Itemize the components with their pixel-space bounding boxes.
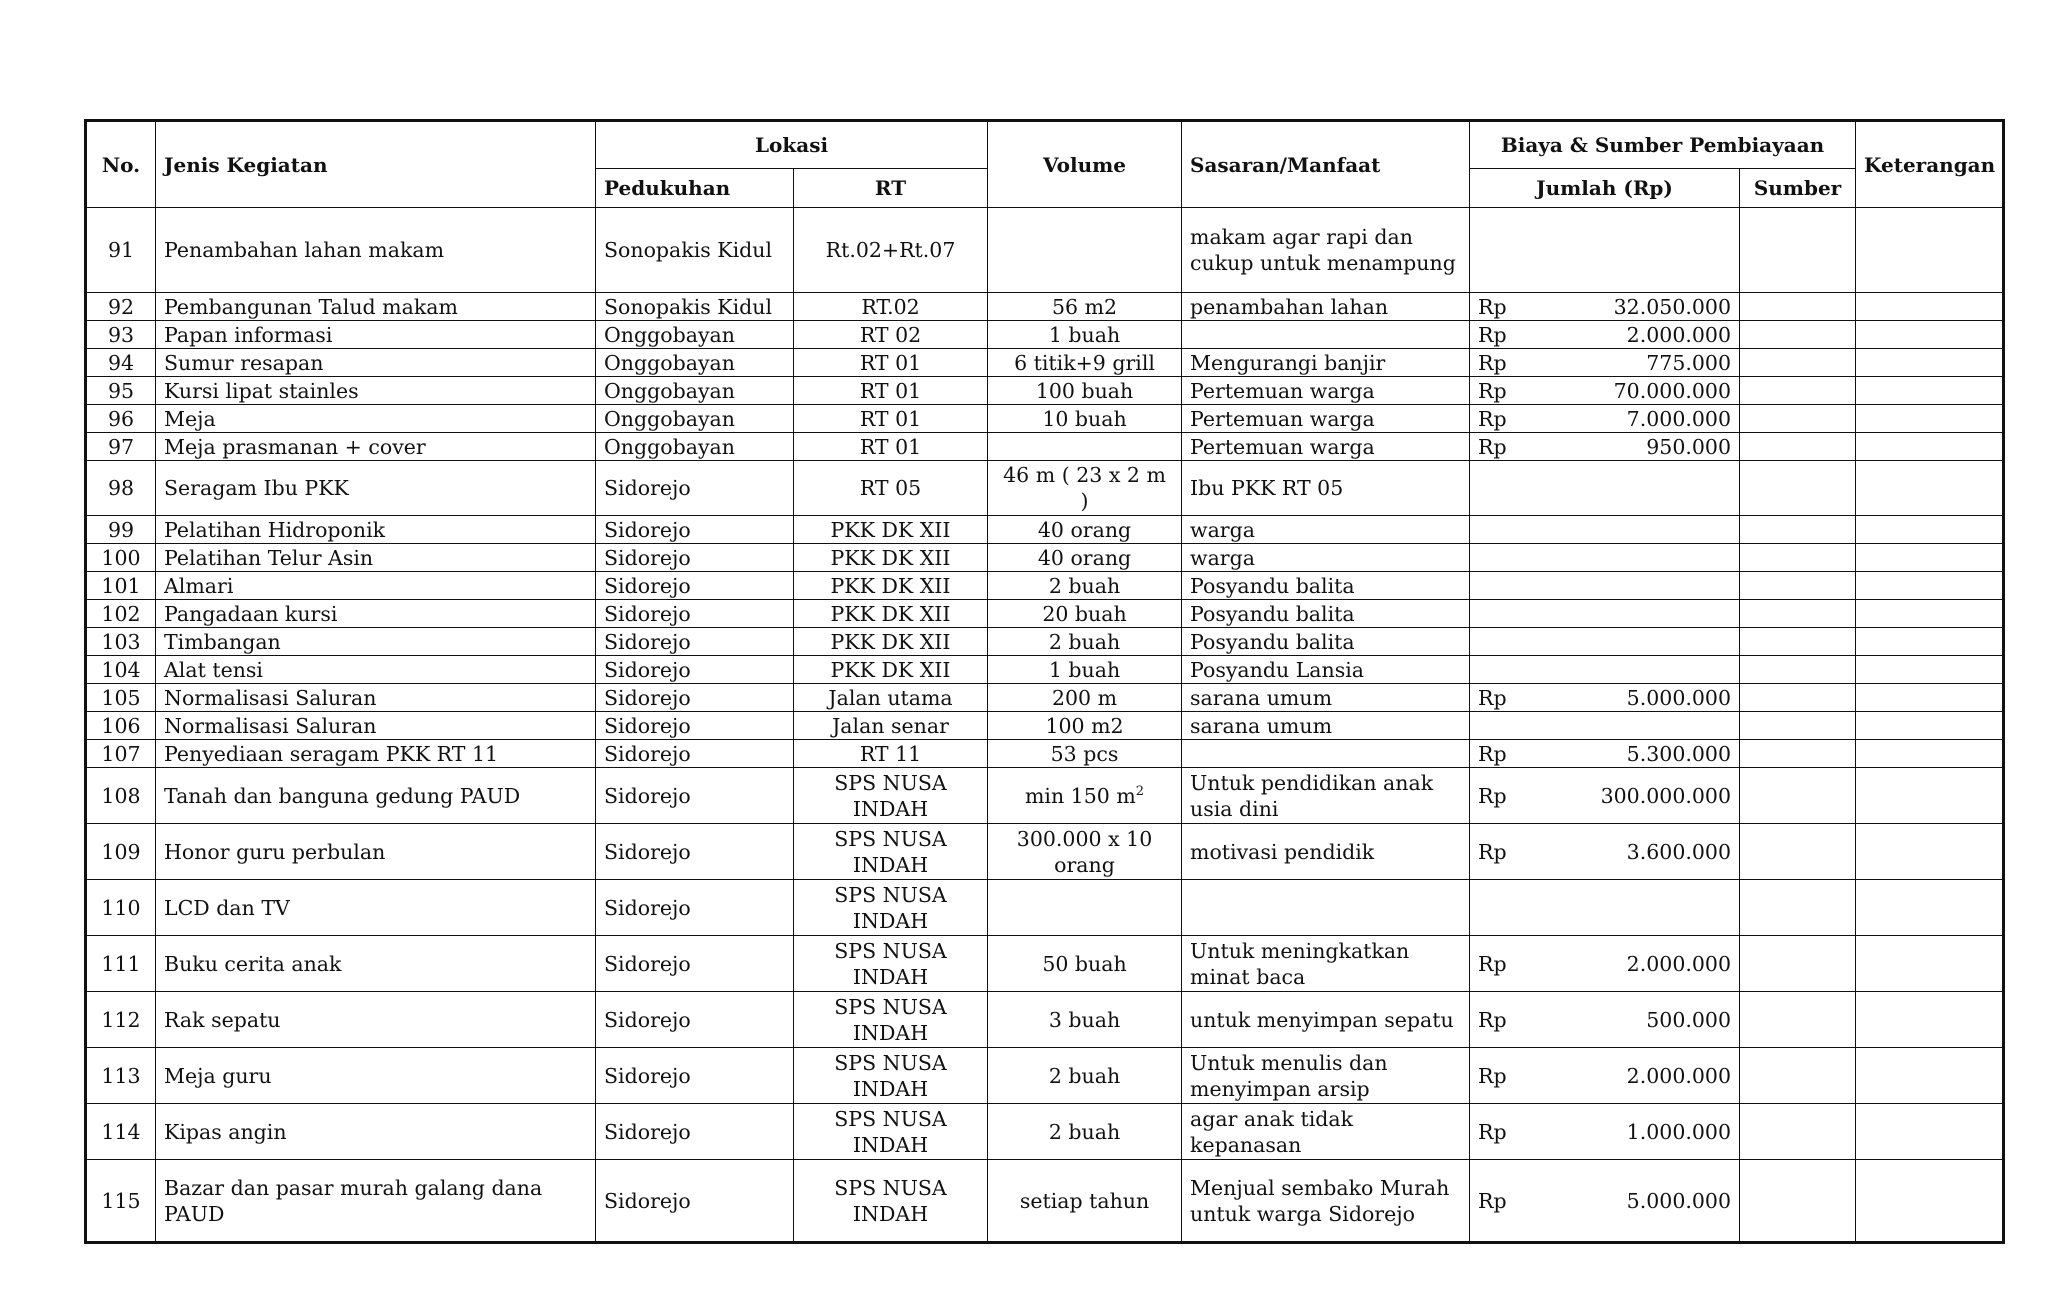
row-keterangan bbox=[1856, 1160, 2004, 1243]
amount-value: 775.000 bbox=[1646, 350, 1732, 375]
currency-label: Rp bbox=[1478, 1063, 1507, 1088]
row-volume: 2 buah bbox=[988, 628, 1182, 656]
row-keterangan bbox=[1856, 684, 2004, 712]
row-pedukuhan: Sidorejo bbox=[596, 740, 794, 768]
row-volume: 46 m ( 23 x 2 m ) bbox=[988, 461, 1182, 516]
row-keterangan bbox=[1856, 544, 2004, 572]
row-no: 97 bbox=[86, 433, 156, 461]
row-volume: 20 buah bbox=[988, 600, 1182, 628]
row-volume: 1 buah bbox=[988, 321, 1182, 349]
row-no: 108 bbox=[86, 768, 156, 824]
currency-label: Rp bbox=[1478, 741, 1507, 766]
amount-value: 950.000 bbox=[1646, 434, 1732, 459]
row-no: 104 bbox=[86, 656, 156, 684]
table-row bbox=[86, 461, 2004, 516]
row-volume: 50 buah bbox=[988, 936, 1182, 992]
row-keterangan bbox=[1856, 824, 2004, 880]
row-no: 103 bbox=[86, 628, 156, 656]
header-volume: Volume bbox=[988, 121, 1182, 208]
currency-label: Rp bbox=[1478, 783, 1507, 808]
row-jumlah bbox=[1470, 377, 1740, 405]
header-rt: RT bbox=[794, 169, 988, 208]
table-row bbox=[86, 628, 2004, 656]
row-rt: Jalan utama bbox=[794, 684, 988, 712]
row-jumlah bbox=[1470, 461, 1740, 516]
header-jenis-kegiatan: Jenis Kegiatan bbox=[156, 121, 596, 208]
row-no: 101 bbox=[86, 572, 156, 600]
row-pedukuhan: Sidorejo bbox=[596, 1160, 794, 1243]
table-row bbox=[86, 992, 2004, 1048]
row-no: 105 bbox=[86, 684, 156, 712]
row-keterangan bbox=[1856, 208, 2004, 293]
row-pedukuhan: Sidorejo bbox=[596, 516, 794, 544]
row-jenis-kegiatan: Alat tensi bbox=[156, 656, 596, 684]
row-sumber bbox=[1740, 377, 1856, 405]
row-keterangan bbox=[1856, 740, 2004, 768]
row-sasaran: Untuk menulis dan menyimpan arsip bbox=[1182, 1048, 1470, 1104]
row-keterangan bbox=[1856, 1048, 2004, 1104]
currency-label: Rp bbox=[1478, 685, 1507, 710]
row-jenis-kegiatan: Seragam Ibu PKK bbox=[156, 461, 596, 516]
row-no: 106 bbox=[86, 712, 156, 740]
header-keterangan: Keterangan bbox=[1856, 121, 2004, 208]
amount-value: 2.000.000 bbox=[1626, 951, 1732, 976]
table-row bbox=[86, 377, 2004, 405]
row-pedukuhan: Sidorejo bbox=[596, 600, 794, 628]
row-rt: RT 01 bbox=[794, 405, 988, 433]
row-sasaran: warga bbox=[1182, 544, 1470, 572]
row-sumber bbox=[1740, 572, 1856, 600]
row-no: 112 bbox=[86, 992, 156, 1048]
table-row bbox=[86, 1104, 2004, 1160]
row-jumlah bbox=[1470, 824, 1740, 880]
header-sasaran: Sasaran/Manfaat bbox=[1182, 121, 1470, 208]
table-row bbox=[86, 208, 2004, 293]
amount-value: 2.000.000 bbox=[1626, 1063, 1732, 1088]
row-rt: PKK DK XII bbox=[794, 516, 988, 544]
row-no: 92 bbox=[86, 293, 156, 321]
table-row bbox=[86, 321, 2004, 349]
row-sasaran bbox=[1182, 740, 1470, 768]
row-sasaran: sarana umum bbox=[1182, 712, 1470, 740]
row-jumlah bbox=[1470, 293, 1740, 321]
row-rt: SPS NUSA INDAH bbox=[794, 1048, 988, 1104]
row-volume bbox=[988, 768, 1182, 824]
row-jumlah bbox=[1470, 544, 1740, 572]
row-sasaran: Pertemuan warga bbox=[1182, 377, 1470, 405]
row-sasaran: makam agar rapi dan cukup untuk menampung bbox=[1182, 208, 1470, 293]
row-jenis-kegiatan: Almari bbox=[156, 572, 596, 600]
row-pedukuhan: Sidorejo bbox=[596, 544, 794, 572]
row-jenis-kegiatan: Penyediaan seragam PKK RT 11 bbox=[156, 740, 596, 768]
row-jumlah bbox=[1470, 684, 1740, 712]
row-no: 99 bbox=[86, 516, 156, 544]
row-jumlah bbox=[1470, 572, 1740, 600]
row-sasaran: untuk menyimpan sepatu bbox=[1182, 992, 1470, 1048]
row-sasaran: Untuk pendidikan anak usia dini bbox=[1182, 768, 1470, 824]
row-volume: 53 pcs bbox=[988, 740, 1182, 768]
table-row bbox=[86, 349, 2004, 377]
row-keterangan bbox=[1856, 992, 2004, 1048]
row-jenis-kegiatan: Tanah dan banguna gedung PAUD bbox=[156, 768, 596, 824]
row-jumlah bbox=[1470, 936, 1740, 992]
currency-label: Rp bbox=[1478, 839, 1507, 864]
table-row bbox=[86, 405, 2004, 433]
row-rt: SPS NUSA INDAH bbox=[794, 992, 988, 1048]
amount-value: 7.000.000 bbox=[1626, 406, 1732, 431]
row-jenis-kegiatan: Meja prasmanan + cover bbox=[156, 433, 596, 461]
row-jumlah bbox=[1470, 208, 1740, 293]
row-sumber bbox=[1740, 405, 1856, 433]
row-rt: SPS NUSA INDAH bbox=[794, 768, 988, 824]
table-row bbox=[86, 1160, 2004, 1243]
row-sasaran: warga bbox=[1182, 516, 1470, 544]
row-rt: RT 11 bbox=[794, 740, 988, 768]
header-sumber: Sumber bbox=[1740, 169, 1856, 208]
amount-value: 2.000.000 bbox=[1626, 322, 1732, 347]
row-rt: SPS NUSA INDAH bbox=[794, 936, 988, 992]
row-keterangan bbox=[1856, 600, 2004, 628]
amount-value: 3.600.000 bbox=[1626, 839, 1732, 864]
row-keterangan bbox=[1856, 377, 2004, 405]
row-pedukuhan: Sidorejo bbox=[596, 684, 794, 712]
row-sasaran: penambahan lahan bbox=[1182, 293, 1470, 321]
amount-value: 32.050.000 bbox=[1613, 294, 1732, 319]
row-volume: 40 orang bbox=[988, 516, 1182, 544]
row-sumber bbox=[1740, 433, 1856, 461]
currency-label: Rp bbox=[1478, 322, 1507, 347]
currency-label: Rp bbox=[1478, 951, 1507, 976]
row-jumlah bbox=[1470, 349, 1740, 377]
amount-value: 5.000.000 bbox=[1626, 685, 1732, 710]
row-no: 113 bbox=[86, 1048, 156, 1104]
row-keterangan bbox=[1856, 628, 2004, 656]
row-sumber bbox=[1740, 768, 1856, 824]
row-pedukuhan: Sidorejo bbox=[596, 461, 794, 516]
row-rt: SPS NUSA INDAH bbox=[794, 1104, 988, 1160]
row-jumlah bbox=[1470, 712, 1740, 740]
row-rt: PKK DK XII bbox=[794, 628, 988, 656]
row-no: 109 bbox=[86, 824, 156, 880]
row-rt: PKK DK XII bbox=[794, 600, 988, 628]
row-volume bbox=[988, 433, 1182, 461]
row-sumber bbox=[1740, 740, 1856, 768]
row-volume: 300.000 x 10 orang bbox=[988, 824, 1182, 880]
row-pedukuhan: Sidorejo bbox=[596, 656, 794, 684]
row-sumber bbox=[1740, 936, 1856, 992]
row-volume: 200 m bbox=[988, 684, 1182, 712]
row-jumlah bbox=[1470, 628, 1740, 656]
row-sasaran: Pertemuan warga bbox=[1182, 405, 1470, 433]
row-jenis-kegiatan: LCD dan TV bbox=[156, 880, 596, 936]
row-sumber bbox=[1740, 321, 1856, 349]
row-pedukuhan: Sidorejo bbox=[596, 628, 794, 656]
row-volume bbox=[988, 208, 1182, 293]
row-keterangan bbox=[1856, 516, 2004, 544]
row-rt: RT 01 bbox=[794, 349, 988, 377]
row-sumber bbox=[1740, 1104, 1856, 1160]
row-keterangan bbox=[1856, 293, 2004, 321]
row-volume bbox=[988, 880, 1182, 936]
row-jumlah bbox=[1470, 1160, 1740, 1243]
header-pedukuhan: Pedukuhan bbox=[596, 169, 794, 208]
row-pedukuhan: Onggobayan bbox=[596, 377, 794, 405]
row-no: 93 bbox=[86, 321, 156, 349]
amount-value: 5.300.000 bbox=[1626, 741, 1732, 766]
row-rt: PKK DK XII bbox=[794, 656, 988, 684]
row-no: 98 bbox=[86, 461, 156, 516]
row-keterangan bbox=[1856, 405, 2004, 433]
table-row bbox=[86, 936, 2004, 992]
row-jumlah bbox=[1470, 516, 1740, 544]
row-sumber bbox=[1740, 824, 1856, 880]
row-jenis-kegiatan: Pembangunan Talud makam bbox=[156, 293, 596, 321]
row-no: 114 bbox=[86, 1104, 156, 1160]
amount-value: 300.000.000 bbox=[1600, 783, 1732, 808]
row-jenis-kegiatan: Kipas angin bbox=[156, 1104, 596, 1160]
row-sumber bbox=[1740, 516, 1856, 544]
amount-value: 5.000.000 bbox=[1626, 1188, 1732, 1213]
row-keterangan bbox=[1856, 1104, 2004, 1160]
row-keterangan bbox=[1856, 321, 2004, 349]
row-rt: Rt.02+Rt.07 bbox=[794, 208, 988, 293]
row-jumlah bbox=[1470, 1104, 1740, 1160]
currency-label: Rp bbox=[1478, 434, 1507, 459]
table-row bbox=[86, 516, 2004, 544]
row-keterangan bbox=[1856, 656, 2004, 684]
table-row bbox=[86, 572, 2004, 600]
row-sasaran: Posyandu balita bbox=[1182, 572, 1470, 600]
header-no: No. bbox=[86, 121, 156, 208]
row-volume: 10 buah bbox=[988, 405, 1182, 433]
row-jenis-kegiatan: Normalisasi Saluran bbox=[156, 684, 596, 712]
table-row bbox=[86, 768, 2004, 824]
row-volume-value: min 150 m bbox=[1024, 783, 1136, 808]
row-jenis-kegiatan: Buku cerita anak bbox=[156, 936, 596, 992]
amount-value: 70.000.000 bbox=[1613, 378, 1732, 403]
row-sasaran bbox=[1182, 321, 1470, 349]
currency-label: Rp bbox=[1478, 1007, 1507, 1032]
row-sasaran bbox=[1182, 880, 1470, 936]
row-rt: RT 05 bbox=[794, 461, 988, 516]
row-volume: 56 m2 bbox=[988, 293, 1182, 321]
table-row bbox=[86, 433, 2004, 461]
amount-value: 500.000 bbox=[1646, 1007, 1732, 1032]
row-rt: SPS NUSA INDAH bbox=[794, 1160, 988, 1243]
row-rt: PKK DK XII bbox=[794, 544, 988, 572]
row-jumlah bbox=[1470, 433, 1740, 461]
row-keterangan bbox=[1856, 433, 2004, 461]
row-rt: RT 02 bbox=[794, 321, 988, 349]
row-jenis-kegiatan: Meja guru bbox=[156, 1048, 596, 1104]
row-sasaran: agar anak tidak kepanasan bbox=[1182, 1104, 1470, 1160]
row-jenis-kegiatan: Meja bbox=[156, 405, 596, 433]
row-sasaran: Posyandu Lansia bbox=[1182, 656, 1470, 684]
row-keterangan bbox=[1856, 712, 2004, 740]
row-jumlah bbox=[1470, 740, 1740, 768]
row-pedukuhan: Sidorejo bbox=[596, 824, 794, 880]
row-keterangan bbox=[1856, 768, 2004, 824]
row-volume: 2 buah bbox=[988, 1048, 1182, 1104]
row-keterangan bbox=[1856, 572, 2004, 600]
row-volume: 100 buah bbox=[988, 377, 1182, 405]
row-sumber bbox=[1740, 684, 1856, 712]
row-keterangan bbox=[1856, 461, 2004, 516]
currency-label: Rp bbox=[1478, 378, 1507, 403]
row-keterangan bbox=[1856, 936, 2004, 992]
table-row bbox=[86, 600, 2004, 628]
row-jumlah bbox=[1470, 992, 1740, 1048]
row-no: 91 bbox=[86, 208, 156, 293]
row-rt: SPS NUSA INDAH bbox=[794, 880, 988, 936]
row-sumber bbox=[1740, 208, 1856, 293]
row-sasaran: Untuk meningkatkan minat baca bbox=[1182, 936, 1470, 992]
row-volume: 2 buah bbox=[988, 572, 1182, 600]
row-pedukuhan: Sidorejo bbox=[596, 936, 794, 992]
amount-value: 1.000.000 bbox=[1626, 1119, 1732, 1144]
row-jenis-kegiatan: Rak sepatu bbox=[156, 992, 596, 1048]
table-row bbox=[86, 656, 2004, 684]
row-pedukuhan: Sidorejo bbox=[596, 992, 794, 1048]
row-sasaran: Ibu PKK RT 05 bbox=[1182, 461, 1470, 516]
row-pedukuhan: Sonopakis Kidul bbox=[596, 208, 794, 293]
row-keterangan bbox=[1856, 349, 2004, 377]
row-pedukuhan: Sidorejo bbox=[596, 880, 794, 936]
row-rt: RT.02 bbox=[794, 293, 988, 321]
table-row bbox=[86, 544, 2004, 572]
row-volume: 6 titik+9 grill bbox=[988, 349, 1182, 377]
row-pedukuhan: Sidorejo bbox=[596, 712, 794, 740]
row-jenis-kegiatan: Penambahan lahan makam bbox=[156, 208, 596, 293]
row-jumlah bbox=[1470, 1048, 1740, 1104]
row-pedukuhan: Sonopakis Kidul bbox=[596, 293, 794, 321]
row-pedukuhan: Sidorejo bbox=[596, 1104, 794, 1160]
row-sasaran: Posyandu balita bbox=[1182, 628, 1470, 656]
currency-label: Rp bbox=[1478, 294, 1507, 319]
table-row bbox=[86, 880, 2004, 936]
row-rt: RT 01 bbox=[794, 377, 988, 405]
row-pedukuhan: Sidorejo bbox=[596, 768, 794, 824]
row-jenis-kegiatan: Papan informasi bbox=[156, 321, 596, 349]
row-rt: Jalan senar bbox=[794, 712, 988, 740]
row-sasaran: Menjual sembako Murah untuk warga Sidorejo bbox=[1182, 1160, 1470, 1243]
row-volume-exponent: 2 bbox=[1135, 783, 1145, 799]
row-sumber bbox=[1740, 628, 1856, 656]
row-no: 107 bbox=[86, 740, 156, 768]
currency-label: Rp bbox=[1478, 350, 1507, 375]
table-row bbox=[86, 293, 2004, 321]
table-row bbox=[86, 684, 2004, 712]
currency-label: Rp bbox=[1478, 1188, 1507, 1213]
header-jumlah: Jumlah (Rp) bbox=[1470, 169, 1740, 208]
row-pedukuhan: Onggobayan bbox=[596, 349, 794, 377]
row-volume: 2 buah bbox=[988, 1104, 1182, 1160]
row-jenis-kegiatan: Pangadaan kursi bbox=[156, 600, 596, 628]
table-row bbox=[86, 824, 2004, 880]
row-rt: PKK DK XII bbox=[794, 572, 988, 600]
row-pedukuhan: Onggobayan bbox=[596, 405, 794, 433]
row-sumber bbox=[1740, 544, 1856, 572]
row-sumber bbox=[1740, 461, 1856, 516]
row-sumber bbox=[1740, 992, 1856, 1048]
row-jenis-kegiatan: Pelatihan Hidroponik bbox=[156, 516, 596, 544]
row-jumlah bbox=[1470, 768, 1740, 824]
row-no: 95 bbox=[86, 377, 156, 405]
row-volume: 100 m2 bbox=[988, 712, 1182, 740]
row-jumlah bbox=[1470, 405, 1740, 433]
row-rt: RT 01 bbox=[794, 433, 988, 461]
row-jumlah bbox=[1470, 656, 1740, 684]
row-no: 115 bbox=[86, 1160, 156, 1243]
row-no: 111 bbox=[86, 936, 156, 992]
currency-label: Rp bbox=[1478, 406, 1507, 431]
table-row bbox=[86, 1048, 2004, 1104]
row-no: 110 bbox=[86, 880, 156, 936]
row-jumlah bbox=[1470, 880, 1740, 936]
row-sasaran: sarana umum bbox=[1182, 684, 1470, 712]
row-volume: 3 buah bbox=[988, 992, 1182, 1048]
row-no: 102 bbox=[86, 600, 156, 628]
row-sasaran: Posyandu balita bbox=[1182, 600, 1470, 628]
row-jenis-kegiatan: Kursi lipat stainles bbox=[156, 377, 596, 405]
row-jenis-kegiatan: Honor guru perbulan bbox=[156, 824, 596, 880]
row-sumber bbox=[1740, 656, 1856, 684]
table-row bbox=[86, 712, 2004, 740]
activity-plan-table bbox=[84, 119, 2005, 1244]
row-no: 94 bbox=[86, 349, 156, 377]
row-sumber bbox=[1740, 293, 1856, 321]
row-volume: setiap tahun bbox=[988, 1160, 1182, 1243]
row-sumber bbox=[1740, 600, 1856, 628]
row-keterangan bbox=[1856, 880, 2004, 936]
row-pedukuhan: Sidorejo bbox=[596, 1048, 794, 1104]
row-rt: SPS NUSA INDAH bbox=[794, 824, 988, 880]
table-body bbox=[86, 208, 2004, 1243]
row-jenis-kegiatan: Timbangan bbox=[156, 628, 596, 656]
row-sasaran: motivasi pendidik bbox=[1182, 824, 1470, 880]
row-pedukuhan: Sidorejo bbox=[596, 572, 794, 600]
row-no: 100 bbox=[86, 544, 156, 572]
row-sumber bbox=[1740, 1048, 1856, 1104]
row-sumber bbox=[1740, 1160, 1856, 1243]
row-sumber bbox=[1740, 349, 1856, 377]
row-volume: 40 orang bbox=[988, 544, 1182, 572]
row-jenis-kegiatan: Bazar dan pasar murah galang dana PAUD bbox=[156, 1160, 596, 1243]
row-pedukuhan: Onggobayan bbox=[596, 433, 794, 461]
row-jenis-kegiatan: Sumur resapan bbox=[156, 349, 596, 377]
row-jumlah bbox=[1470, 600, 1740, 628]
row-sasaran: Mengurangi banjir bbox=[1182, 349, 1470, 377]
row-jenis-kegiatan: Normalisasi Saluran bbox=[156, 712, 596, 740]
row-no: 96 bbox=[86, 405, 156, 433]
row-sumber bbox=[1740, 880, 1856, 936]
row-jenis-kegiatan: Pelatihan Telur Asin bbox=[156, 544, 596, 572]
row-pedukuhan: Onggobayan bbox=[596, 321, 794, 349]
row-jumlah bbox=[1470, 321, 1740, 349]
row-sumber bbox=[1740, 712, 1856, 740]
currency-label: Rp bbox=[1478, 1119, 1507, 1144]
row-volume: 1 buah bbox=[988, 656, 1182, 684]
header-lokasi: Lokasi bbox=[596, 121, 988, 169]
table-row bbox=[86, 740, 2004, 768]
row-sasaran: Pertemuan warga bbox=[1182, 433, 1470, 461]
header-biaya: Biaya & Sumber Pembiayaan bbox=[1470, 121, 1856, 169]
